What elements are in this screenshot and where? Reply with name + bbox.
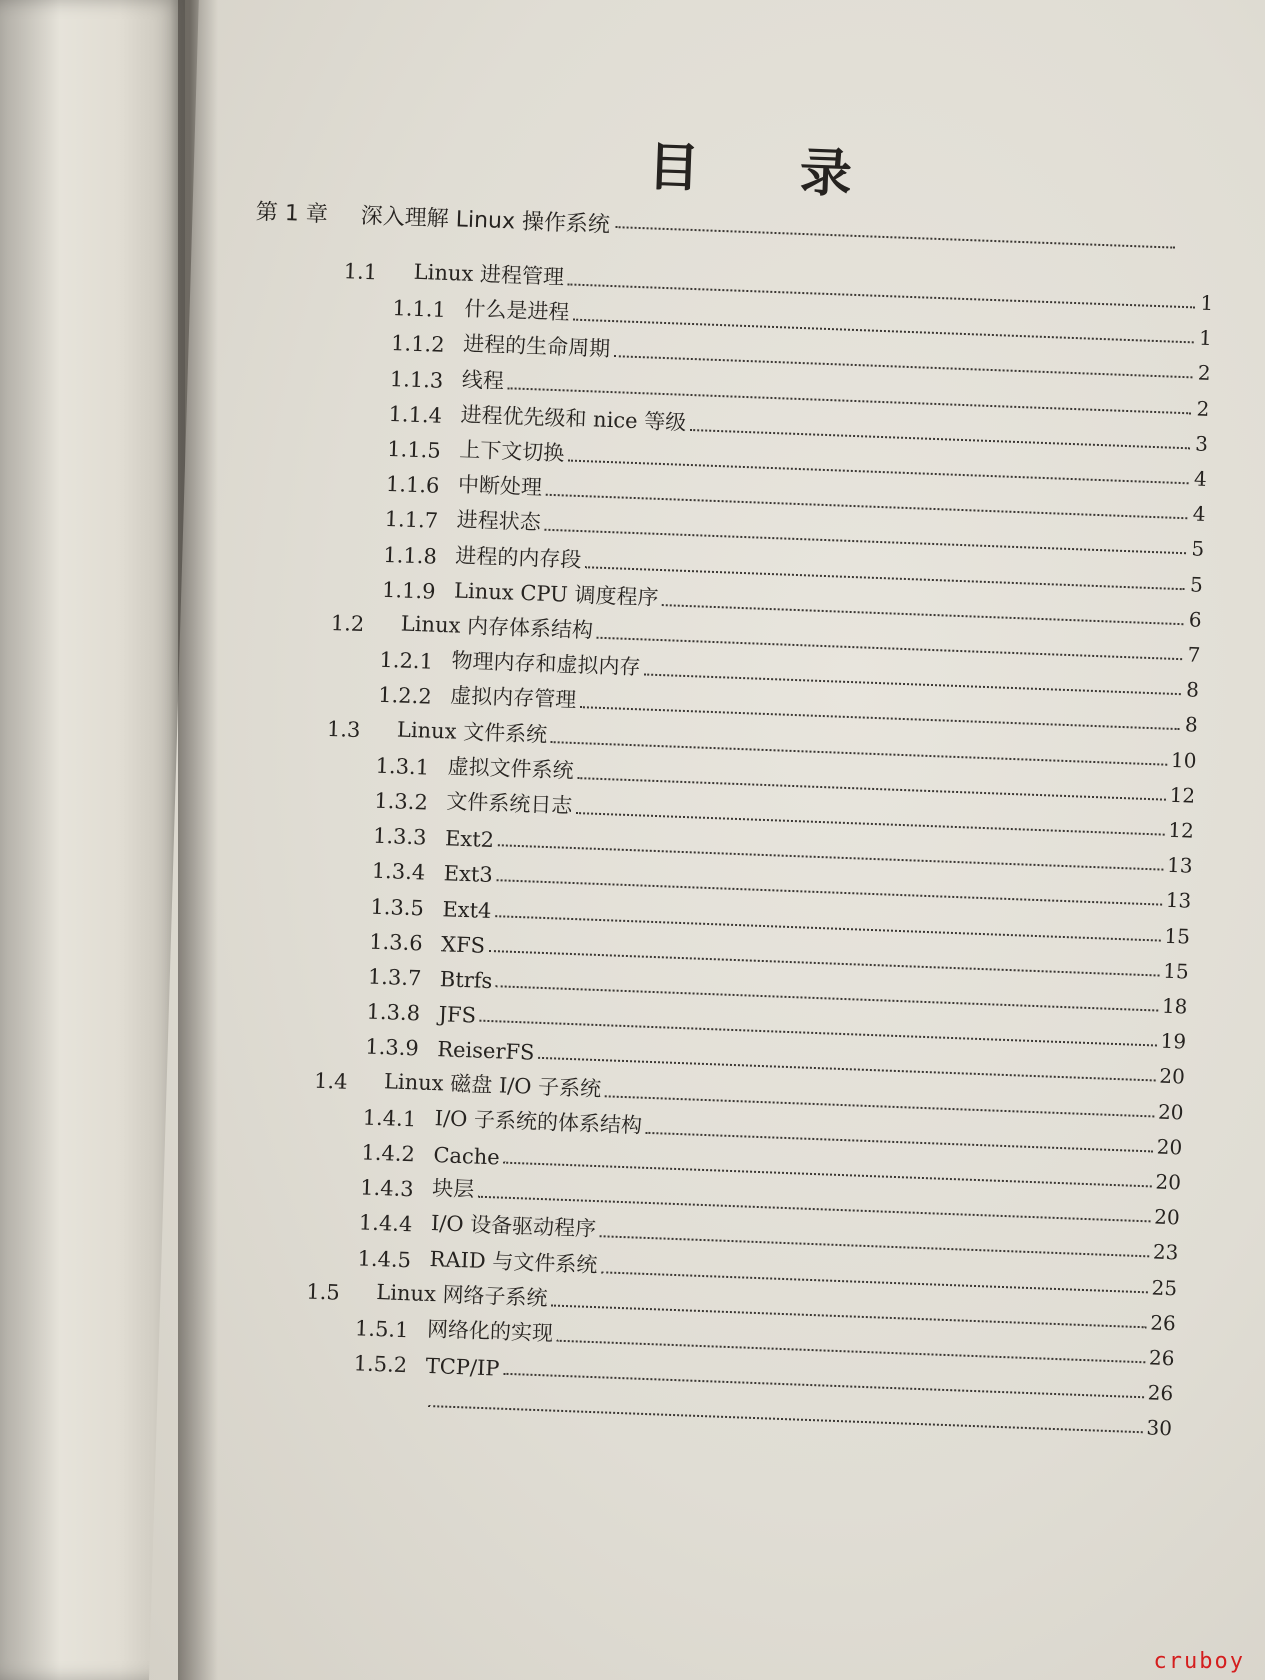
toc-entry-number: 1.4.1	[362, 1105, 417, 1132]
toc-entry-label: 上下文切换	[458, 437, 565, 466]
toc-entry-page: 1	[1198, 325, 1213, 351]
toc-entry-label: JFS	[438, 1002, 477, 1028]
toc-entry-number: 1.3.6	[368, 929, 424, 956]
toc-entry-number: 1.3.7	[367, 964, 422, 991]
toc-entry-page: 30	[1146, 1415, 1173, 1441]
toc-entry-page: 5	[1189, 572, 1204, 597]
toc-entry-label: 进程的生命周期	[462, 332, 611, 362]
toc-entry-label: 线程	[461, 367, 505, 393]
toc-entry-label: 进程状态	[456, 507, 542, 535]
toc-entry-label: 虚拟文件系统	[447, 754, 575, 783]
toc-entry-label: Ext4	[442, 896, 492, 923]
toc-entry-number: 1.1	[343, 259, 378, 285]
toc-entry-number: 1.3.1	[375, 753, 430, 780]
toc-entry-label: 中断处理	[457, 472, 543, 500]
toc-entry-page: 1	[1200, 290, 1214, 316]
toc-entry-number: 1.2	[330, 610, 365, 637]
toc-entry-page: 20	[1158, 1064, 1186, 1089]
toc-entry-page: 25	[1151, 1275, 1178, 1300]
toc-entry-label: Cache	[433, 1143, 501, 1170]
toc-entry-page: 26	[1147, 1380, 1174, 1406]
toc-entry-page: 8	[1184, 712, 1199, 738]
toc-entry-label: 文件系统日志	[445, 789, 573, 818]
watermark: cruboy	[1153, 1649, 1245, 1674]
toc-entry-page: 5	[1191, 536, 1205, 562]
toc-entry-number: 1.4.2	[361, 1140, 416, 1167]
toc-entry-page: 2	[1196, 396, 1210, 421]
toc-entry-page: 15	[1162, 958, 1190, 984]
toc-entry-number: 1.3.4	[371, 859, 426, 885]
toc-entry-label: I/O 子系统的体系结构	[434, 1105, 643, 1138]
toc-entry-label: Btrfs	[439, 967, 493, 994]
toc-entry-page: 4	[1193, 466, 1208, 491]
toc-entry-number: 1.1.4	[388, 401, 443, 428]
toc-entry-number: 1.4.3	[359, 1175, 415, 1202]
toc-entry-label: 虚拟内存管理	[449, 683, 577, 713]
toc-entry-page: 4	[1192, 501, 1206, 527]
toc-entry-page: 2	[1197, 360, 1212, 386]
left-page-shadow	[0, 0, 60, 1680]
toc-entry-page: 12	[1167, 817, 1195, 843]
toc-entry-number: 1.4.5	[357, 1245, 412, 1272]
toc-entry-number: 1.3.8	[366, 999, 421, 1026]
toc-entry-label: Ext3	[443, 861, 494, 888]
toc-entry-label: I/O 设备驱动程序	[430, 1211, 597, 1242]
toc-entry-page: 10	[1170, 747, 1197, 773]
toc-entry-page: 15	[1164, 923, 1191, 949]
toc-entry-number: 1.3.2	[373, 788, 429, 815]
chapter-title: 深入理解 Linux 操作系统	[360, 203, 611, 238]
toc-entry-page: 12	[1169, 782, 1196, 808]
toc-entry-page: 20	[1156, 1134, 1183, 1160]
toc-title: 目录	[646, 137, 953, 209]
chapter-number: 第 1 章	[255, 199, 329, 228]
toc-entry-page: 3	[1194, 431, 1209, 456]
toc-entry-number: 1.3.5	[370, 894, 425, 921]
toc-entry-number: 1.2.2	[377, 683, 433, 710]
toc-entry-label: 进程的内存段	[455, 543, 582, 572]
toc-entry-number: 1.1.2	[390, 331, 446, 358]
toc-entry-number: 1.5.1	[354, 1316, 409, 1343]
toc-entry-number: 1.1.1	[392, 296, 447, 323]
toc-entry-label: Ext2	[444, 826, 495, 853]
toc-entry-page: 26	[1149, 1310, 1177, 1336]
toc-entry-label: XFS	[440, 932, 486, 958]
toc-entry-label: 什么是进程	[464, 296, 570, 325]
toc-entry-number: 1.1.3	[389, 366, 444, 393]
toc-entry-label: Linux 进程管理	[413, 259, 565, 290]
toc-entry-number: 1.3.3	[372, 823, 427, 850]
toc-entry-page: 7	[1187, 642, 1201, 667]
toc-entry-page: 18	[1161, 993, 1188, 1019]
toc-entry-number: 1.1.8	[382, 542, 438, 569]
toc-entry-page: 26	[1148, 1345, 1175, 1371]
toc-entry-page: 20	[1157, 1099, 1184, 1125]
toc-entry-number: 1.1.7	[384, 507, 439, 534]
toc-entry-label: Linux 文件系统	[396, 717, 548, 747]
toc-entry-label: RAID 与文件系统	[429, 1246, 598, 1277]
toc-entry-label: Linux 磁盘 I/O 子系统	[383, 1068, 602, 1101]
toc-entry-label: Linux CPU 调度程序	[453, 578, 659, 610]
toc-entry-number: 1.4	[313, 1068, 348, 1094]
toc-entry-label: 进程优先级和 nice 等级	[460, 402, 687, 435]
toc-entry-number: 1.2.1	[379, 647, 434, 674]
toc-entry-label: ReiserFS	[436, 1037, 535, 1066]
toc-entry-page: 13	[1166, 852, 1194, 878]
toc-entry-label: Linux 内存体系结构	[400, 611, 594, 643]
toc-entry-page: 20	[1155, 1169, 1182, 1195]
toc-entry-number: 1.1.5	[386, 436, 442, 463]
toc-entry-number: 1.1.6	[385, 472, 440, 499]
toc-entry-number: 1.3	[326, 716, 361, 742]
toc-entry-number: 1.1.9	[381, 577, 436, 604]
toc-entry-page: 20	[1153, 1204, 1181, 1230]
toc-entry-number: 1.5	[305, 1279, 341, 1305]
toc-entry-number: 1.4.4	[358, 1210, 413, 1237]
toc-entry-label: 网络化的实现	[426, 1316, 554, 1346]
toc-entry-number: 1.3.9	[364, 1034, 420, 1061]
toc-entry-label: 块层	[431, 1176, 475, 1202]
toc-entry-page: 13	[1165, 888, 1192, 914]
toc-entry-label: Linux 网络子系统	[375, 1279, 548, 1311]
book-gutter	[178, 0, 218, 1680]
toc-entry-page: 6	[1188, 607, 1203, 632]
toc-entry-page: 23	[1152, 1239, 1179, 1265]
toc-entry-page: 8	[1185, 677, 1200, 702]
toc-entry-label: 物理内存和虚拟内存	[451, 648, 641, 680]
toc-entry-number: 1.5.2	[353, 1351, 408, 1378]
toc-entry-label: TCP/IP	[425, 1354, 500, 1381]
toc-entry-page: 19	[1160, 1028, 1187, 1054]
